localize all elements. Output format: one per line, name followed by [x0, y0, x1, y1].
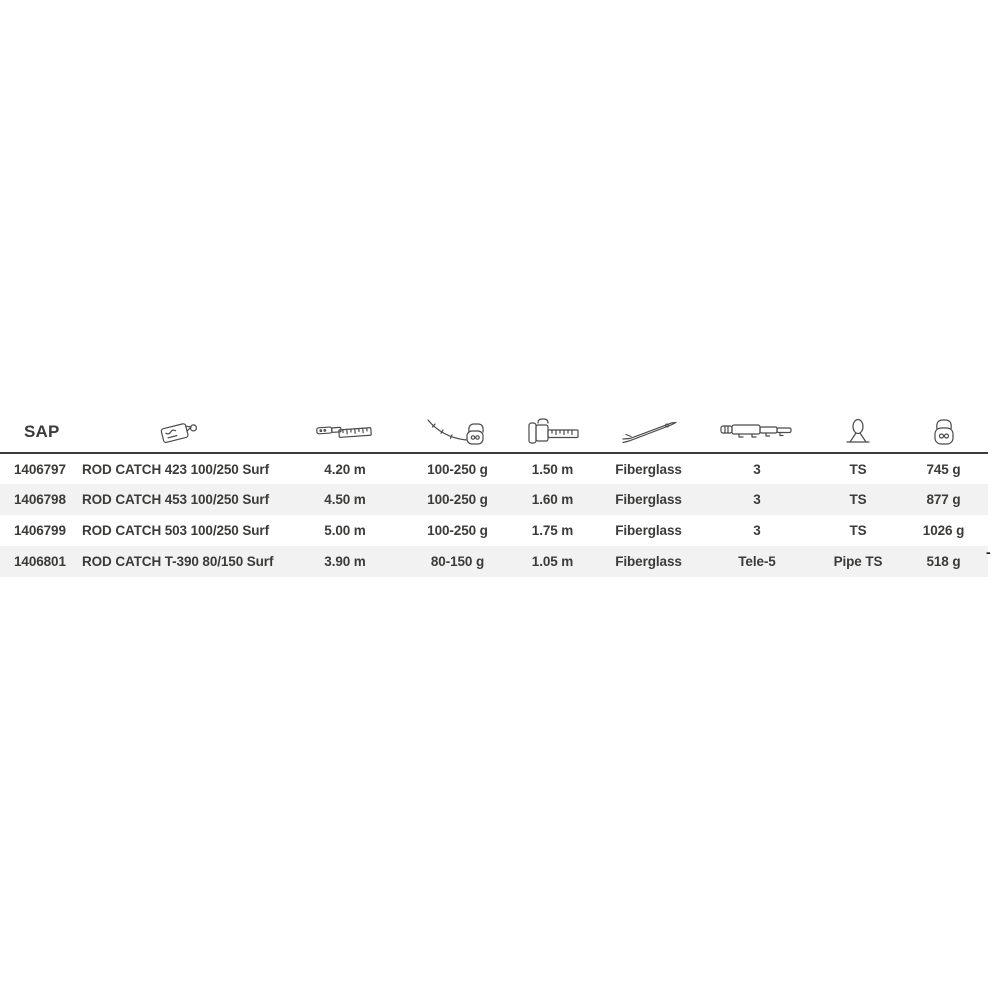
- rod-blank-icon: [600, 417, 697, 447]
- weight-column-header: [899, 411, 988, 453]
- article-name: ROD CATCH 503 100/250 Surf: [82, 523, 269, 538]
- article-name: ROD CATCH T-390 80/150 Surf: [82, 554, 274, 569]
- sap-number: 1406797: [14, 461, 66, 477]
- transport-length-icon: [505, 415, 600, 449]
- material-value: Fiberglass: [615, 492, 682, 507]
- telescopic-rod-icon: [697, 418, 817, 446]
- sections-value: 3: [753, 461, 761, 477]
- guide-value: TS: [849, 461, 867, 477]
- casting-weight-value: 80-150 g: [430, 554, 485, 569]
- transport-length-value: 1.50 m: [531, 461, 574, 477]
- casting-weight-value: 100-250 g: [427, 461, 488, 477]
- sap-number: 1406799: [14, 523, 66, 538]
- product-spec-table: [0, 411, 988, 577]
- guide-value: TS: [849, 523, 867, 538]
- article-name: ROD CATCH 423 100/250 Surf: [82, 461, 269, 477]
- material-value: Fiberglass: [615, 461, 682, 477]
- sections-value: 3: [753, 523, 761, 538]
- weight-value: 745 g: [926, 461, 961, 477]
- material-value: Fiberglass: [615, 523, 682, 538]
- price-tag-icon: [78, 416, 280, 448]
- table-row: [0, 484, 988, 515]
- guide-type-column-header: [817, 411, 899, 453]
- sections-value: Tele-5: [738, 554, 776, 569]
- table-header: [0, 411, 988, 453]
- table-row: [0, 515, 988, 546]
- transport-length-value: 1.05 m: [531, 554, 574, 569]
- article-name: ROD CATCH 453 100/250 Surf: [82, 492, 269, 507]
- guide-value: Pipe TS: [833, 554, 883, 569]
- kettlebell-icon: [899, 415, 988, 449]
- weight-value: 877 g: [926, 492, 961, 507]
- sap-number: 1406801: [14, 554, 66, 569]
- material-value: Fiberglass: [615, 554, 682, 569]
- sap-column-header: SAP: [0, 411, 78, 453]
- length-value: 4.50 m: [324, 492, 366, 507]
- stray-dash-mark: -: [986, 544, 991, 560]
- table-body: [0, 453, 988, 577]
- article-name-column-header: [78, 411, 280, 453]
- casting-weight-value: 100-250 g: [427, 523, 488, 538]
- table-row: [0, 453, 988, 484]
- sections-column-header: [697, 411, 817, 453]
- guide-value: TS: [849, 492, 867, 507]
- rod-length-icon: [280, 419, 410, 445]
- length-value: 4.20 m: [324, 461, 366, 477]
- length-value: 5.00 m: [324, 523, 366, 538]
- rod-guide-icon: [817, 416, 899, 448]
- casting-weight-value: 100-250 g: [427, 492, 488, 507]
- length-column-header: [280, 411, 410, 453]
- length-value: 3.90 m: [324, 554, 366, 569]
- transport-length-column-header: [505, 411, 600, 453]
- transport-length-value: 1.75 m: [531, 523, 574, 538]
- casting-weight-column-header: [410, 411, 505, 453]
- sections-value: 3: [753, 492, 761, 507]
- casting-weight-icon: [410, 414, 505, 450]
- material-column-header: [600, 411, 697, 453]
- weight-value: 1026 g: [922, 523, 965, 538]
- sap-number: 1406798: [14, 492, 66, 507]
- transport-length-value: 1.60 m: [531, 492, 574, 507]
- weight-value: 518 g: [926, 554, 961, 569]
- table-row: [0, 546, 988, 577]
